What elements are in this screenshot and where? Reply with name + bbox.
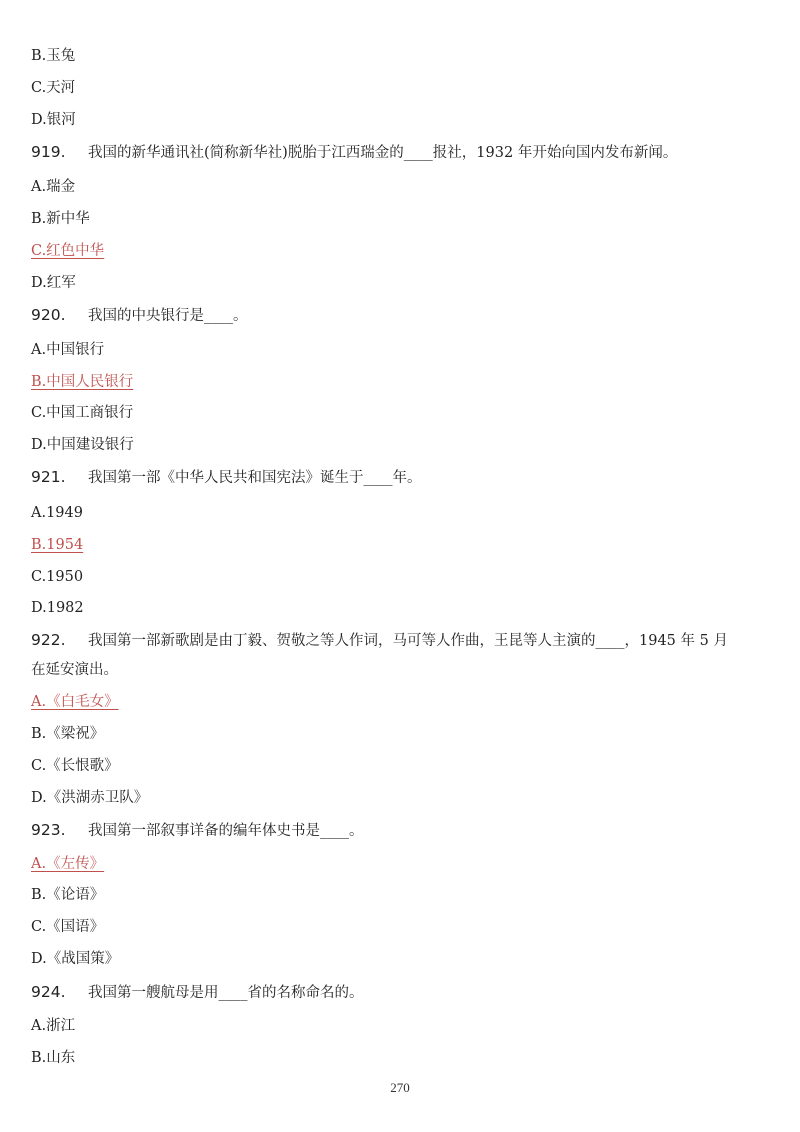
answer-option: C.天河: [31, 80, 76, 96]
question-number: 923.: [31, 821, 66, 839]
question-text: 我国的中央银行是____。: [88, 308, 248, 324]
question-number: 919.: [31, 143, 66, 161]
answer-option: C.《国语》: [31, 919, 105, 935]
answer-option: A.中国银行: [31, 342, 105, 358]
question-stem: [31, 467, 422, 488]
answer-option: C.《长恨歌》: [31, 758, 119, 774]
question-text: 我国第一部叙事详备的编年体史书是____。: [88, 823, 364, 839]
answer-option-correct: B.1954: [31, 537, 84, 553]
question-stem: [31, 982, 364, 1003]
question-stem: [31, 142, 677, 163]
answer-option: B.新中华: [31, 211, 90, 227]
answer-option: D.《战国策》: [31, 951, 120, 967]
page-number: 270: [390, 1080, 410, 1095]
answer-option: D.1982: [31, 600, 84, 616]
answer-option: B.《梁祝》: [31, 726, 105, 742]
question-number: 921.: [31, 468, 66, 486]
question-text: 我国第一部《中华人民共和国宪法》诞生于____年。: [88, 470, 422, 486]
answer-option: C.中国工商银行: [31, 405, 134, 421]
answer-option-correct: B.中国人民银行: [31, 374, 134, 390]
answer-option-correct: C.红色中华: [31, 243, 105, 259]
question-text: 我国的新华通讯社(简称新华社)脱胎于江西瑞金的____报社，1932 年开始向国内发布新闻。: [88, 145, 678, 161]
question-text-continued: 在延安演出。: [31, 662, 118, 678]
answer-option: B.玉兔: [31, 48, 76, 64]
answer-option-correct: A.《左传》: [31, 856, 105, 872]
answer-option: A.1949: [31, 505, 83, 521]
answer-option: D.银河: [31, 112, 76, 128]
answer-option: D.《洪湖赤卫队》: [31, 790, 149, 806]
question-text: 我国第一部新歌剧是由丁毅、贺敬之等人作词，马可等人作曲，王昆等人主演的____，1945 年 5 月: [88, 633, 728, 649]
answer-option: A.瑞金: [31, 179, 76, 195]
question-stem: [31, 630, 728, 651]
answer-option: D.中国建设银行: [31, 437, 134, 453]
answer-option: B.山东: [31, 1050, 76, 1066]
question-number: 924.: [31, 983, 66, 1001]
question-number: 922.: [31, 631, 66, 649]
answer-option: A.浙江: [31, 1018, 76, 1034]
answer-option: C.1950: [31, 569, 84, 585]
answer-option: B.《论语》: [31, 887, 105, 903]
question-number: 920.: [31, 306, 66, 324]
answer-option-correct: A.《白毛女》: [31, 694, 119, 710]
answer-option: D.红军: [31, 275, 76, 291]
question-stem: [31, 820, 364, 841]
question-text: 我国第一艘航母是用____省的名称命名的。: [88, 985, 364, 1001]
question-stem: [31, 305, 248, 326]
